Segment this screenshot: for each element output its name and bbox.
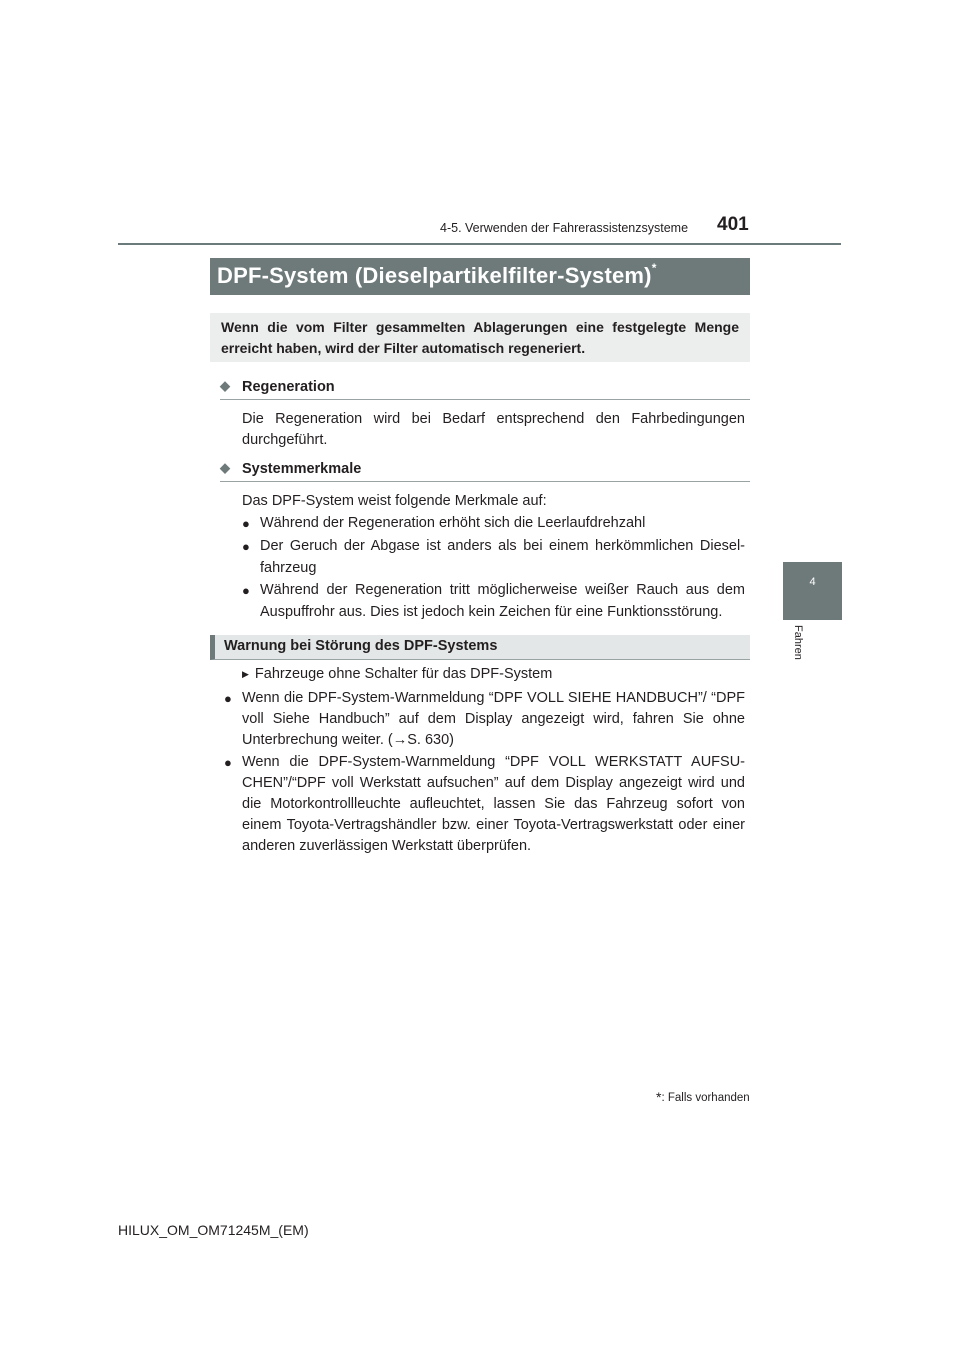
diamond-icon: ◆	[220, 378, 230, 393]
list-item	[242, 536, 745, 579]
intro-box: Wenn die vom Filter gesammelten Ablagerungen eine festgelegte Menge erreicht haben, wird der Filter automatisch regeneriert.	[210, 313, 750, 362]
footer-document-code: HILUX_OM_OM71245M_(EM)	[118, 1222, 309, 1238]
list-item-text: Während der Regeneration tritt möglicherweise weißer Rauch aus dem Auspuffrohr aus. Dies ist jedoch kein Zeichen für eine Funktionsstörung.	[260, 582, 745, 620]
subhead-label: Systemmerkmale	[242, 461, 362, 477]
list-item-text: Der Geruch der Abgase ist anders als bei einem herkömmlichen Diesel-fahrzeug	[260, 538, 745, 576]
bullet-icon: ●	[242, 516, 250, 531]
diamond-icon: ◆	[220, 460, 230, 475]
list-item-text: Wenn die DPF-System-Warnmeldung “DPF VOLL SIEHE HANDBUCH”/ “DPF voll Siehe Handbuch” auf dem Display angezeigt wird, fahren Sie ohne Unterbrechung weiter. (→S. 630)	[242, 690, 745, 748]
list-item	[242, 513, 745, 535]
arrow-icon: ▶	[242, 669, 249, 679]
list-item	[224, 688, 745, 751]
footnote	[656, 1088, 750, 1104]
warning-heading-bar: Warnung bei Störung des DPF-Systems	[210, 635, 750, 660]
subhead-regeneration	[220, 378, 750, 400]
list-item-text: Während der Regeneration erhöht sich die Leerlaufdrehzahl	[260, 515, 646, 531]
list-item-text: Wenn die DPF-System-Warnmeldung “DPF VOLL WERKSTATT AUFSU-CHEN”/“DPF voll Werkstatt aufsuchen” auf dem Display angezeigt wird und die Motorkontrollleuchte aufleuchtet, lassen Sie das Fahrzeug sofort von einem Toyota-Vertragshändler bzw. einer Toyota-Vertragswerkstatt oder einer anderen zuverlässigen Werkstatt überprüfen.	[242, 754, 745, 854]
arrow-item	[242, 666, 552, 682]
chapter-side-label: Fahren	[792, 625, 804, 660]
bullet-icon: ●	[224, 691, 232, 706]
page-title: DPF-System (Dieselpartikelfilter-System)	[217, 263, 652, 288]
title-bar	[210, 258, 750, 295]
bullet-icon: ●	[242, 539, 250, 554]
features-lead: Das DPF-System weist folgende Merkmale auf:	[242, 493, 547, 509]
list-item	[224, 752, 745, 857]
list-item	[242, 580, 745, 623]
subhead-label: Regeneration	[242, 379, 335, 395]
regeneration-text: Die Regeneration wird bei Bedarf entsprechend den Fahrbedingungen durchgeführt.	[242, 411, 745, 448]
bullet-icon: ●	[224, 755, 232, 770]
bullet-icon: ●	[242, 583, 250, 598]
arrow-item-text: Fahrzeuge ohne Schalter für das DPF-System	[254, 666, 553, 682]
asterisk-icon: *	[656, 1089, 662, 1105]
header-rule	[118, 243, 841, 245]
chapter-side-tab: 4	[783, 562, 842, 620]
header-section-title: 4-5. Verwenden der Fahrerassistenzsysteme	[440, 221, 689, 235]
footnote-text: : Falls vorhanden	[661, 1092, 750, 1104]
title-asterisk-marker: *	[651, 261, 657, 275]
page-number: 401	[717, 214, 749, 235]
subhead-features	[220, 460, 750, 482]
